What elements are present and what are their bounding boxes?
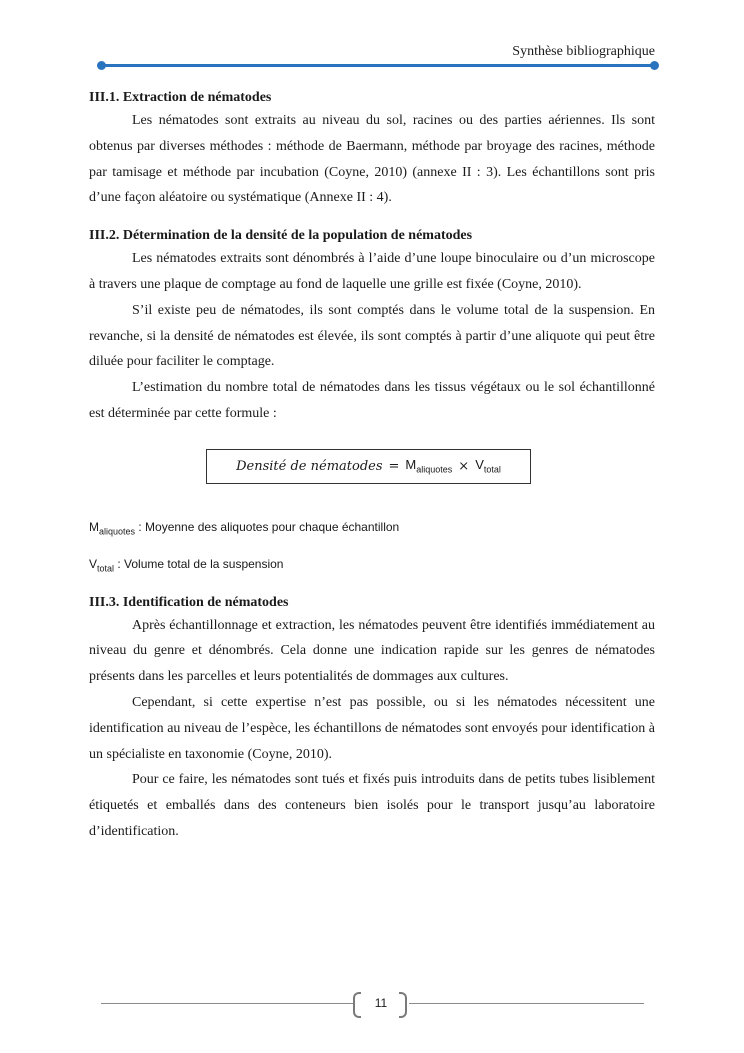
formula-times: × <box>458 458 470 474</box>
footer-bracket-left <box>353 992 361 1018</box>
section-extraction <box>89 88 655 211</box>
formula-v-sub: total <box>483 465 501 476</box>
formula-lhs: Densité de nématodes <box>236 458 383 474</box>
formula-box <box>206 449 531 484</box>
section-density <box>89 226 655 576</box>
page-content <box>89 88 655 845</box>
formula-v-base: V <box>475 457 484 473</box>
formula-m-base: M <box>405 457 417 473</box>
footer-line-right <box>409 1003 644 1004</box>
formula-v <box>475 457 501 475</box>
paragraph: Après échantillonnage et extraction, les nématodes peuvent être identifiés immédiatement au niveau du genre et dénombrés. Cela donne une indication rapide sur les genres de nématodes présents dans les parcelles et leurs potentialités de dommages aux cultures. <box>89 617 655 685</box>
paragraph: Cependant, si cette expertise n’est pas possible, ou si les nématodes nécessitent une identification au niveau de l’espèce, les échantillons de nématodes sont envoyés pour identification à un spécialiste en taxonomie (Coyne, 2010). <box>89 694 655 762</box>
formula-definitions <box>89 519 655 577</box>
header-rule-dot-left <box>97 61 106 70</box>
section-heading: III.3. Identification de nématodes <box>89 594 289 610</box>
paragraph: Les nématodes sont extraits au niveau du sol, racines ou des parties aériennes. Ils sont obtenus par diverses méthodes : méthode de Baermann, méthode par broyage des racines, méthode par tamisage et méthode par incubation (Coyne, 2010) (annexe II : 3). Les échantillons sont pris d’une façon aléatoire ou systématique (Annexe II : 4). <box>89 113 655 206</box>
header-rule-dot-right <box>650 61 659 70</box>
header-rule <box>101 64 654 67</box>
formula-equals: = <box>388 458 400 474</box>
formula-m-sub: aliquotes <box>416 465 453 476</box>
definition-m-sub: aliquotes <box>99 526 136 537</box>
page-footer <box>101 992 644 1016</box>
section-identification <box>89 593 655 845</box>
definition-m-text: : Moyenne des aliquotes pour chaque échantillon <box>135 519 400 534</box>
definition-v-base: V <box>89 557 98 572</box>
paragraph: S’il existe peu de nématodes, ils sont comptés dans le volume total de la suspension. En revanche, si la densité de nématodes est élevée, ils sont comptés à partir d’une aliquote qui peut être diluée pour faciliter le comptage. <box>89 302 655 370</box>
definition-v <box>89 556 655 576</box>
definition-m-base: M <box>89 519 99 534</box>
paragraph: L’estimation du nombre total de nématodes dans les tissus végétaux ou le sol échantillonné est déterminée par cette formule : <box>89 380 655 421</box>
definition-v-sub: total <box>97 563 115 574</box>
definition-v-text: : Volume total de la suspension <box>114 557 284 572</box>
footer-bracket-right <box>399 992 407 1018</box>
paragraph: Les nématodes extraits sont dénombrés à l’aide d’une loupe binoculaire ou d’un microscope à travers une plaque de comptage au fond de laquelle une grille est fixée (Coyne, 2010). <box>89 251 655 292</box>
header-title: Synthèse bibliographique <box>512 44 655 59</box>
paragraph: Pour ce faire, les nématodes sont tués et fixés puis introduits dans de petits tubes lisiblement étiquetés et emballés dans des conteneurs bien isolés pour le transport jusqu’au laboratoire d’identification. <box>89 772 655 839</box>
formula-area <box>89 427 655 519</box>
footer-line-left <box>101 1003 353 1004</box>
section-heading: III.2. Détermination de la densité de la population de nématodes <box>89 228 473 244</box>
section-heading: III.1. Extraction de nématodes <box>89 90 272 105</box>
formula-m <box>405 457 452 475</box>
page-number: 11 <box>374 996 388 1010</box>
definition-m <box>89 519 655 539</box>
